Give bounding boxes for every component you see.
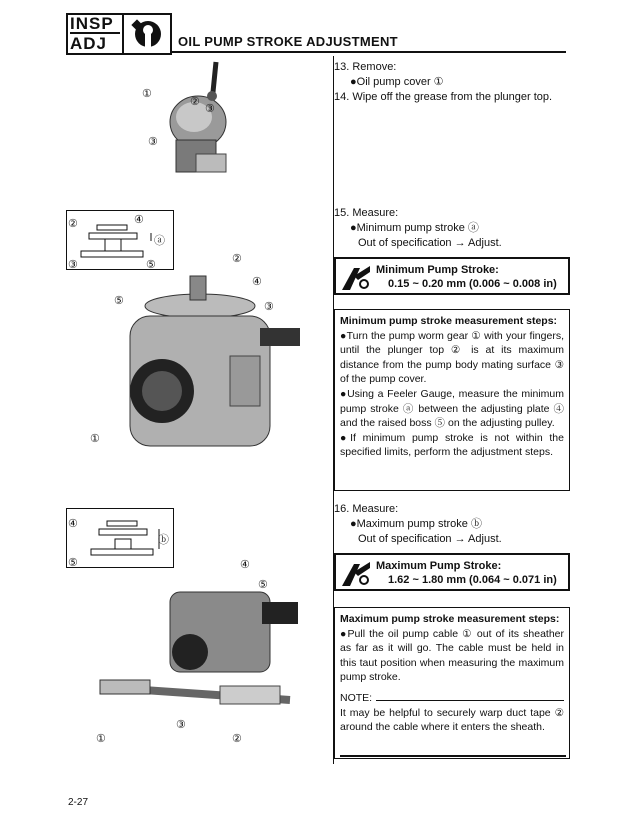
min-step-2: ●Using a Feeler Gauge, measure the minimum pump stroke ⓐ between the adjusting plate ④ and the raised boss ⑤ on the adjusting pulley. — [340, 387, 564, 430]
callout-5-photo3: ⑤ — [258, 579, 268, 591]
callout-3-photo3: ③ — [176, 719, 186, 731]
callout-a-diagram: ⓐ — [154, 235, 165, 247]
step-15-item: ●Minimum pump stroke ⓐ — [350, 222, 479, 234]
step-15-note: Out of specification → Adjust. — [358, 237, 502, 249]
step-16-note: Out of specification → Adjust. — [358, 533, 502, 545]
step-16-item: ●Maximum pump stroke ⓑ — [350, 518, 482, 530]
pump-cover-photo — [136, 62, 256, 190]
min-spec-value: 0.15 ~ 0.20 mm (0.006 ~ 0.008 in) — [388, 278, 557, 290]
callout-1-photo: ① — [90, 433, 100, 445]
callout-5-diagram2: ⑤ — [68, 557, 78, 569]
callout-1-photo3: ① — [96, 733, 106, 745]
max-steps-title: Maximum pump stroke measurement steps: — [340, 613, 560, 625]
wrench-icon — [127, 16, 169, 52]
callout-5-photo: ⑤ — [114, 295, 124, 307]
step-14: 14. Wipe off the grease from the plunger top. — [334, 91, 553, 103]
callout-5-diagram: ⑤ — [146, 259, 156, 271]
note-row — [340, 691, 564, 706]
callout-2-diagram: ② — [68, 218, 78, 230]
callout-4-photo3: ④ — [240, 559, 250, 571]
min-steps-title: Minimum pump stroke measurement steps: — [340, 315, 558, 327]
page-number: 2-27 — [68, 797, 89, 808]
min-stroke-spec — [334, 257, 570, 295]
header-rule — [172, 51, 566, 53]
max-spec-value: 1.62 ~ 1.80 mm (0.064 ~ 0.071 in) — [388, 574, 557, 586]
callout-4-diagram: ④ — [134, 214, 144, 226]
note-label: NOTE: — [340, 691, 373, 704]
step-13-item: ●Oil pump cover ① — [350, 76, 444, 88]
callout-b-diagram: ⓑ — [158, 534, 169, 546]
callout-3-photo: ③ — [264, 301, 274, 313]
step-16: 16. Measure: — [334, 503, 399, 515]
callout-2: ② — [190, 96, 200, 108]
insp-label: INSP — [70, 14, 114, 33]
callout-4-photo: ④ — [252, 276, 262, 288]
min-step-1: ●Turn the pump worm gear ① with your fingers, until the plunger top ② is at its maximum distance from the pump body mating surface ③ of the pump cover. — [340, 329, 564, 386]
max-step-1: ●Pull the oil pump cable ① out of its sheather as far as it will go. The cable must be held in this taut position when measuring the maximum pump stroke. — [340, 627, 564, 684]
min-step-3: ●If minimum pump stroke is not within the specified limits, perform the adjustment steps. — [340, 431, 564, 459]
callout-1: ① — [142, 88, 152, 100]
page-title: OIL PUMP STROKE ADJUSTMENT — [178, 34, 398, 49]
max-steps-box — [334, 607, 570, 759]
caliper-icon — [340, 262, 372, 292]
caliper-icon — [340, 558, 372, 588]
callout-2-photo3: ② — [232, 733, 242, 745]
note-text: It may be helpful to securely warp duct tape ② around the cable where it enters the sheath. — [340, 706, 564, 734]
pump-cable-photo — [90, 582, 310, 752]
badge-divider — [122, 13, 124, 55]
callout-3b: ③ — [148, 136, 158, 148]
note-end-rule — [340, 755, 566, 757]
callout-3-diagram: ③ — [68, 259, 78, 271]
step-15: 15. Measure: — [334, 207, 399, 219]
max-spec-label: Maximum Pump Stroke: — [376, 560, 502, 572]
callout-2-photo: ② — [232, 253, 242, 265]
callout-3: ③ — [205, 103, 215, 115]
callout-4-diagram2: ④ — [68, 518, 78, 530]
min-steps-box — [334, 309, 570, 491]
step-13: 13. Remove: — [334, 61, 397, 73]
min-spec-label: Minimum Pump Stroke: — [376, 264, 499, 276]
max-stroke-spec — [334, 553, 570, 591]
note-rule — [376, 700, 564, 701]
adj-label: ADJ — [70, 32, 120, 54]
